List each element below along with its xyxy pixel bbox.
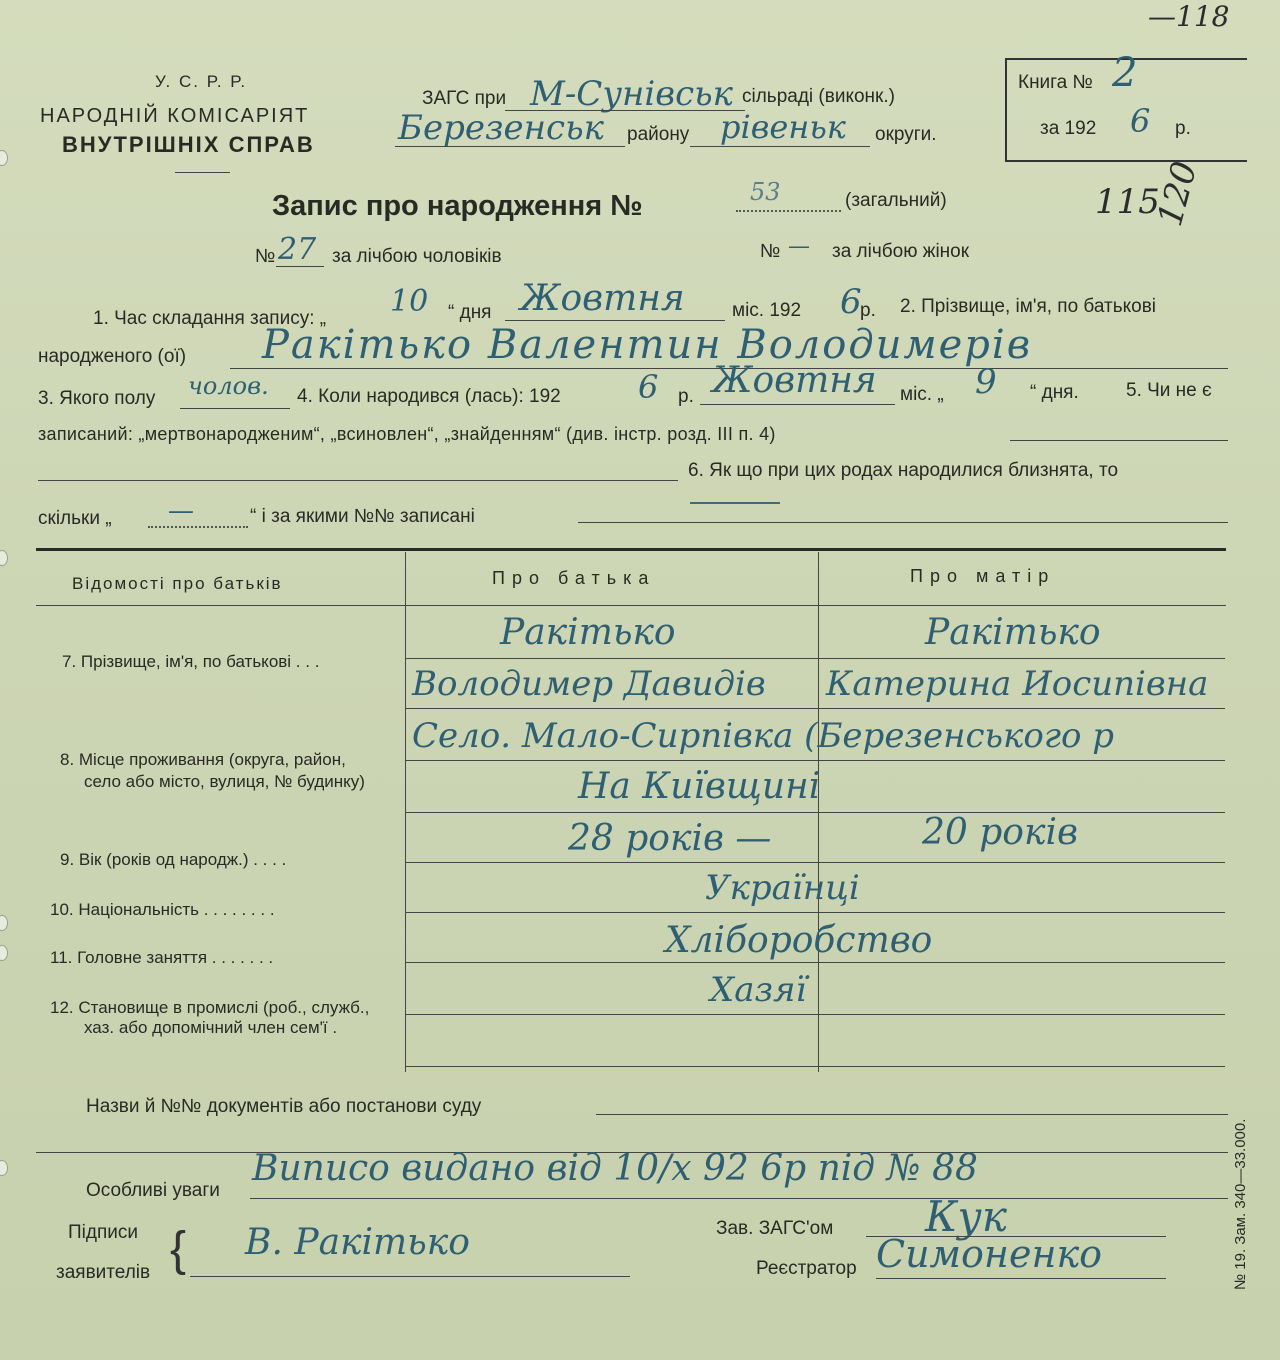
f2-label-cont: народженого (ої)	[38, 346, 187, 367]
mother-name: Катерина Иосипівна	[826, 664, 1209, 704]
book-year: 6	[1130, 102, 1151, 140]
table-header-parents: Відомості про батьків	[72, 574, 283, 593]
f6-count-line	[148, 526, 248, 528]
ussr-label: У. С. Р. Р.	[155, 72, 248, 91]
record-title: Запис про народження №	[272, 190, 643, 222]
f4-day: 9	[975, 362, 997, 402]
row-line	[405, 708, 1225, 709]
row-line	[405, 812, 1225, 813]
row-line	[405, 1066, 1225, 1067]
punch-hole	[0, 945, 8, 961]
applicant-signature: В. Ракітько	[245, 1222, 470, 1263]
f5-line	[1010, 440, 1228, 441]
f6-label-cont2: “ і за якими №№ записані	[250, 506, 475, 527]
occupation: Хліборобство	[665, 920, 933, 961]
row7-label: 7. Прізвище, ім'я, по батькові . . .	[62, 652, 320, 671]
f3-line	[180, 408, 290, 409]
silradi-label: сільраді (виконк.)	[742, 86, 895, 107]
f1-day: 10	[390, 284, 429, 319]
residence-line1: Село. Мало-Сирпівка (Березенського р	[412, 716, 1115, 756]
residence-line2: На Київщині	[578, 766, 821, 807]
f6-label: 6. Як що при цих родах народилися близнята, то	[688, 460, 1119, 481]
signatures-brace: {	[170, 1223, 187, 1276]
book-number: 2	[1112, 50, 1138, 96]
registrar-line	[876, 1278, 1166, 1279]
f4-month-suffix: міс. „	[900, 384, 944, 405]
record-number-line	[736, 210, 841, 212]
punch-hole	[0, 1160, 8, 1176]
row-line	[405, 760, 1225, 761]
row8-label-1: 8. Місце проживання (округа, район,	[60, 750, 346, 769]
female-count-prefix: №	[760, 241, 781, 262]
f6-label-cont1: скільки „	[38, 508, 112, 529]
signatures-label-1: Підписи	[68, 1222, 138, 1243]
okrug-line	[690, 146, 870, 147]
f1-year-suffix: р.	[860, 300, 876, 321]
f1-day-suffix: “ дня	[448, 302, 492, 323]
documents-label: Назви й №№ документів або постанови суду	[86, 1096, 482, 1117]
father-surname: Ракітько	[500, 612, 676, 653]
f4-month: Жовтня	[712, 360, 877, 401]
district-line	[395, 146, 625, 147]
male-count: 27	[278, 232, 317, 267]
documents-line	[596, 1114, 1228, 1115]
head-signature: Кук	[925, 1192, 1007, 1241]
female-count: —	[788, 234, 810, 259]
male-count-prefix: №	[255, 246, 276, 267]
f2-label: 2. Прізвище, ім'я, по батькові	[900, 296, 1157, 317]
f4-day-suffix: “ дня.	[1030, 382, 1079, 403]
applicant-line	[190, 1276, 630, 1277]
commissariat-line1: НАРОДНІЙ КОМІСАРІЯТ	[40, 105, 310, 127]
zags-village: М-Сунівськ	[530, 74, 733, 114]
district-name: Березенськ	[398, 108, 604, 148]
notes-line	[250, 1198, 1228, 1199]
header-rule	[175, 172, 230, 173]
f2-child-name: Ракітько Валентин Володимерів	[262, 322, 1032, 368]
rayonu-label: району	[627, 124, 690, 145]
row-line	[405, 962, 1225, 963]
father-name: Володимер Давидів	[412, 664, 766, 704]
record-number: 53	[750, 178, 781, 206]
book-year-prefix: за 192	[1040, 118, 1097, 139]
f5-label: 5. Чи не є	[1126, 380, 1212, 401]
row12-label-2: хаз. або допомічний член сем'ї .	[84, 1018, 338, 1037]
f3-label: 3. Якого полу	[38, 388, 156, 409]
f6-mark	[690, 502, 780, 504]
row8-label-2: село або місто, вулиця, № будинку)	[84, 772, 365, 791]
row-line	[405, 1014, 1225, 1015]
punch-hole	[0, 915, 8, 931]
registrar-label: Реєстратор	[756, 1258, 857, 1279]
f6-count: —	[168, 496, 194, 526]
notes-label: Особливі уваги	[86, 1180, 220, 1201]
f4-year-suffix: р.	[678, 386, 694, 407]
f1-label: 1. Час складання запису: „	[93, 308, 327, 329]
f4-year: 6	[638, 368, 659, 406]
father-age: 28 років —	[568, 818, 772, 859]
book-label: Книга №	[1018, 72, 1093, 93]
female-count-label: за лічбою жінок	[832, 241, 970, 262]
zags-prefix: ЗАГС при	[422, 88, 507, 109]
table-header-rule	[36, 605, 1226, 606]
row-line	[405, 912, 1225, 913]
table-header-mother: Про матір	[910, 566, 1056, 586]
f6-line	[578, 522, 1228, 523]
commissariat-line2: ВНУТРІШНІХ СПРАВ	[62, 132, 315, 157]
f3-sex: чолов.	[188, 372, 269, 400]
row11-label: 11. Головне заняття . . . . . . .	[50, 948, 274, 967]
table-header-father: Про батька	[492, 568, 656, 588]
f5-line2	[38, 480, 678, 481]
okrug-name: рівеньк	[720, 108, 846, 146]
row9-label: 9. Вік (років од народж.) . . . .	[60, 850, 287, 869]
row-line	[405, 658, 1225, 659]
f1-year: 6	[840, 282, 862, 322]
f4-label: 4. Коли народився (лась): 192	[297, 386, 561, 407]
table-top-rule	[36, 548, 1226, 551]
book-year-suffix: р.	[1175, 118, 1191, 139]
side-number: 120	[1150, 157, 1206, 231]
general-label: (загальний)	[845, 190, 947, 211]
okrugy-label: округи.	[875, 124, 937, 145]
row12-label-1: 12. Становище в промислі (роб., служб.,	[50, 998, 370, 1017]
punch-hole	[0, 550, 8, 566]
registrar-signature: Симоненко	[876, 1232, 1103, 1276]
print-mark: № 19. Зам. 340—33.000.	[1232, 1118, 1249, 1290]
signatures-label-2: заявителів	[56, 1262, 151, 1283]
f5-label-cont: записаний: „мертвонародженим“, „всиновлен“, „знайденням“ (див. інстр. розд. III п. 4)	[38, 424, 776, 444]
male-count-label: за лічбою чоловіків	[332, 246, 502, 267]
row10-label: 10. Національність . . . . . . . .	[50, 900, 275, 919]
head-label: Зав. ЗАГС'ом	[716, 1218, 834, 1239]
male-count-line	[276, 266, 324, 267]
punch-hole	[0, 150, 8, 166]
mother-age: 20 років	[922, 812, 1078, 853]
corner-number: —118	[1148, 0, 1230, 33]
row-line	[405, 862, 1225, 863]
mother-surname: Ракітько	[925, 612, 1101, 653]
f4-month-line	[700, 404, 895, 405]
record-total: 115	[1095, 182, 1160, 222]
f1-month: Жовтня	[520, 278, 685, 319]
notes-value: Виписо видано від 10/х 92 6р під № 88	[252, 1148, 978, 1189]
f1-month-line	[505, 320, 725, 321]
nationality: Українці	[705, 868, 860, 908]
industry-status: Хазяї	[710, 970, 807, 1010]
f1-year-prefix: міс. 192	[732, 300, 802, 321]
